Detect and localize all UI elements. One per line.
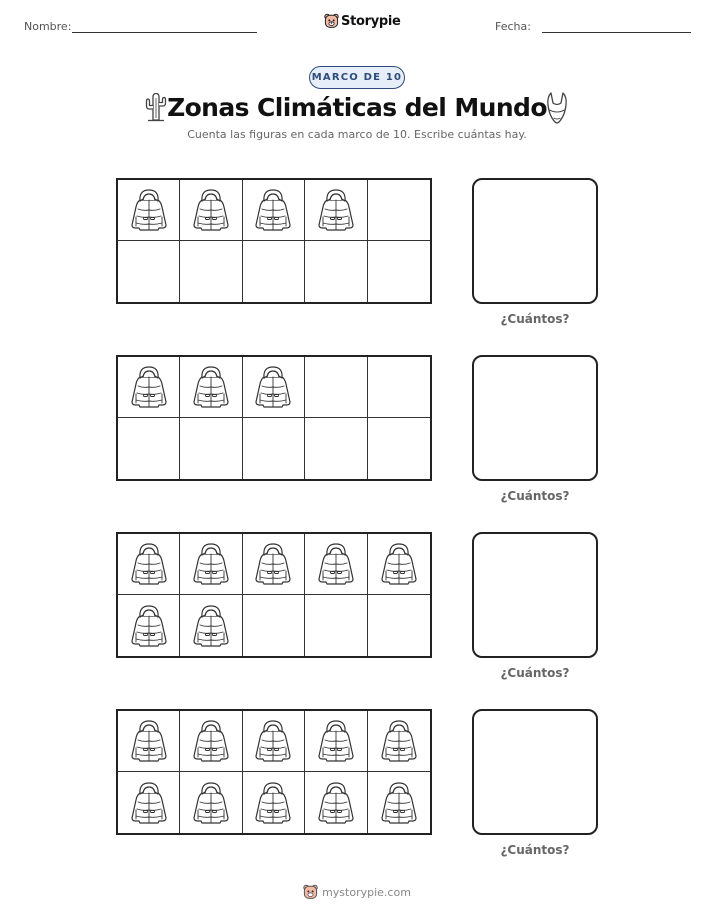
puffer-jacket-icon — [314, 541, 358, 587]
puffer-jacket-icon — [189, 541, 233, 587]
name-line[interactable] — [72, 32, 257, 33]
footer — [0, 884, 714, 900]
bear-logo-icon — [324, 13, 339, 29]
page-title: Zonas Climáticas del Mundo — [167, 93, 547, 122]
frame-cell — [305, 595, 367, 656]
puffer-jacket-icon — [251, 187, 295, 233]
frame-cell — [305, 241, 367, 302]
puffer-jacket-icon — [377, 780, 421, 826]
frame-cell — [368, 772, 430, 833]
frame-cell — [368, 418, 430, 479]
answer-box-4[interactable] — [472, 709, 598, 835]
frame-cell — [305, 711, 367, 772]
frame-cell — [305, 534, 367, 595]
puffer-jacket-icon — [314, 718, 358, 764]
frame-cell — [118, 418, 180, 479]
answer-box-3[interactable] — [472, 532, 598, 658]
puffer-jacket-icon — [127, 187, 171, 233]
puffer-jacket-icon — [127, 718, 171, 764]
footer-url: mystorypie.com — [322, 885, 411, 899]
date-line[interactable] — [542, 32, 691, 33]
answer-label-4: ¿Cuántos? — [500, 843, 570, 857]
frame-cell — [180, 534, 242, 595]
puffer-jacket-icon — [251, 541, 295, 587]
bear-logo-icon — [303, 884, 318, 900]
puffer-jacket-icon — [189, 780, 233, 826]
answer-box-1[interactable] — [472, 178, 598, 304]
date-label: Fecha: — [495, 20, 531, 33]
puffer-jacket-icon — [127, 603, 171, 649]
frame-cell — [368, 711, 430, 772]
frame-cell — [180, 595, 242, 656]
answer-label-3: ¿Cuántos? — [500, 666, 570, 680]
puffer-jacket-icon — [251, 364, 295, 410]
puffer-jacket-icon — [189, 187, 233, 233]
frame-cell — [118, 241, 180, 302]
name-label: Nombre: — [24, 20, 72, 33]
puffer-jacket-icon — [314, 780, 358, 826]
puffer-jacket-icon — [377, 541, 421, 587]
frame-cell — [368, 595, 430, 656]
ten-frame-4 — [116, 709, 432, 835]
ten-frame-3 — [116, 532, 432, 658]
frame-cell — [243, 357, 305, 418]
frame-cell — [118, 595, 180, 656]
frame-cell — [118, 534, 180, 595]
puffer-jacket-icon — [127, 541, 171, 587]
brand-logo — [324, 13, 401, 29]
brand-name: Storypie — [341, 13, 401, 29]
puffer-jacket-icon — [251, 780, 295, 826]
frame-cell — [118, 772, 180, 833]
frame-cell — [305, 357, 367, 418]
instructions: Cuenta las figuras en cada marco de 10. Escribe cuántas hay. — [187, 128, 527, 141]
frame-cell — [243, 180, 305, 241]
frame-cell — [368, 241, 430, 302]
frame-cell — [243, 772, 305, 833]
frame-cell — [118, 180, 180, 241]
puffer-jacket-icon — [189, 364, 233, 410]
frame-cell — [118, 711, 180, 772]
puffer-jacket-icon — [127, 780, 171, 826]
ten-frame-2 — [116, 355, 432, 481]
answer-label-1: ¿Cuántos? — [500, 312, 570, 326]
worksheet-type-badge: MARCO DE 10 — [309, 66, 405, 89]
frame-cell — [118, 357, 180, 418]
swimsuit-icon — [544, 91, 570, 125]
puffer-jacket-icon — [189, 718, 233, 764]
frame-cell — [180, 711, 242, 772]
frame-cell — [180, 241, 242, 302]
frame-cell — [243, 595, 305, 656]
frame-cell — [368, 357, 430, 418]
puffer-jacket-icon — [314, 187, 358, 233]
frame-cell — [243, 534, 305, 595]
frame-cell — [305, 180, 367, 241]
frame-cell — [180, 418, 242, 479]
frame-cell — [180, 772, 242, 833]
puffer-jacket-icon — [189, 603, 233, 649]
frame-cell — [180, 180, 242, 241]
frame-cell — [368, 534, 430, 595]
frame-cell — [243, 241, 305, 302]
answer-label-2: ¿Cuántos? — [500, 489, 570, 503]
frame-cell — [243, 418, 305, 479]
frame-cell — [368, 180, 430, 241]
frame-cell — [305, 772, 367, 833]
frame-cell — [180, 357, 242, 418]
answer-box-2[interactable] — [472, 355, 598, 481]
frame-cell — [243, 711, 305, 772]
puffer-jacket-icon — [377, 718, 421, 764]
puffer-jacket-icon — [127, 364, 171, 410]
frame-cell — [305, 418, 367, 479]
puffer-jacket-icon — [251, 718, 295, 764]
ten-frame-1 — [116, 178, 432, 304]
